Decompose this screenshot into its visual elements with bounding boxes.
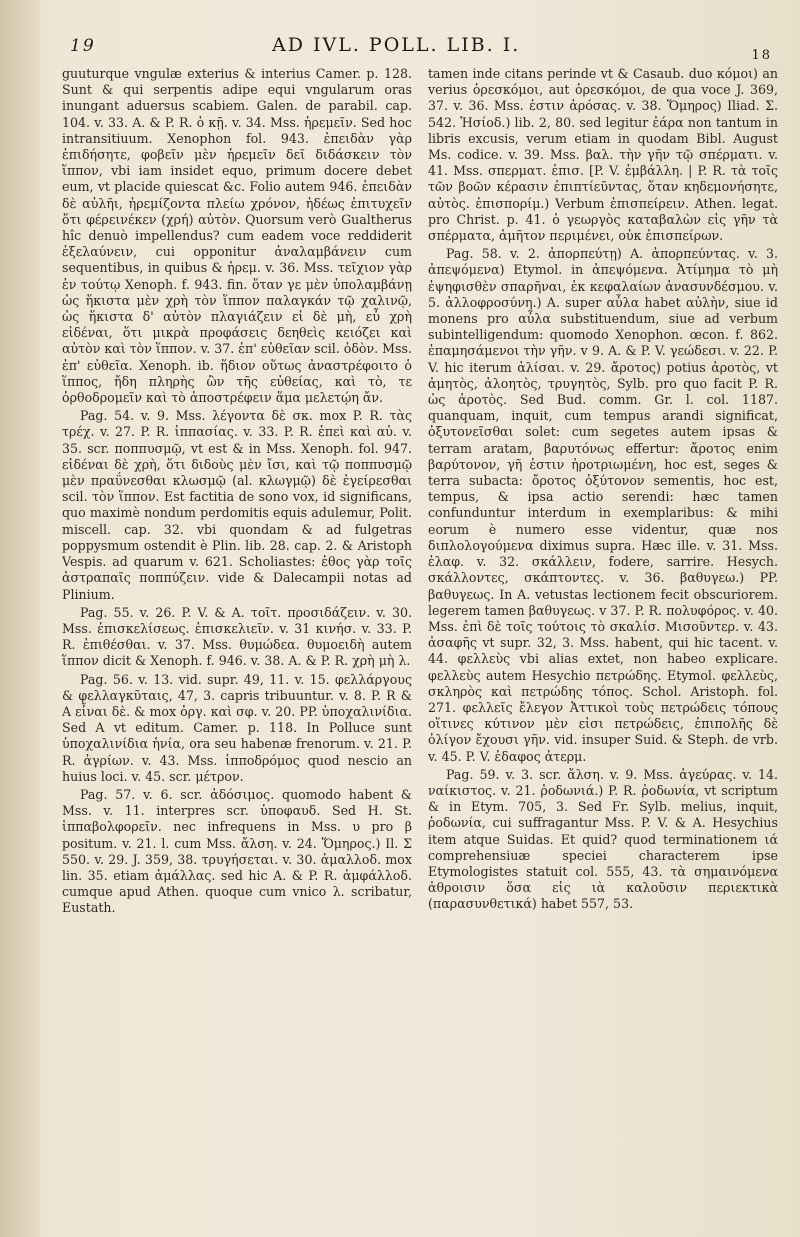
page-gutter bbox=[0, 0, 40, 1237]
paragraph: guuturque vngulæ exterius & interius Camer. p. 128. Sunt & qui serpentis adipe equi vngularum oras inungant aduersus scabiem. Galen. de parabil. cap. 104. v. 33. A. & P. R. ὁ κῇ. v. 34. Mss. ἡρεμεῖν. Sed hoc intransitiuum. Xenophon fol. 943. ἐπειδὰν γὰρ ἐπιδήσητε, φοβεῖν μὲν ἡρεμεῖν δεῖ διδάσκειν τὸν ἵππον, vbi iam insidet equo, primum docere debet eum, vt placide quiescat &c. Folio autem 946. ἐπειδὰν δὲ αὐλῆι, ἠρεμίζοντα πλείω χρόνον, ἡδέως ἐπιτυχεῖν ὅτι φέρεινέκεν (χρή) αὐτὸν. Quorsum verò Gualtherus hîc denuò impellendus? cum eadem voce reddiderit ἐξελαύνειν, cui opponitur ἀναλαμβάνειν cum sequentibus, in quibus & ἠρεμ. v. 36. Mss. τεῖχιον γὰρ ἐν τούτῳ Xenoph. f. 943. fin. ὅταν γε μὲν ὑπολαμβάνῃ ὡς ἥκιστα μὲν χρὴ τὸν ἵππον παλαγκάν τῷ χαλινῷ, ὡς ἥκιστα δ' αὐτὸν πλαγιάζειν εἰ δὲ μὴ, εὖ χρὴ εἰδέναι, ὅτι μικρὰ προφάσεις δεηθεὶς κειόζει καὶ αὐτὸν καὶ τὸν ἵππον. v. 37. ἐπ' εὐθεῖαν scil. ὁδὸν. Mss. ἐπ' εὐθεῖα. Xenoph. ib. ἥδιον οὕτως ἀναστρέφοιτο ὁ ἵππος, ἤδη πληρὴς ὢν τῆς εὐθείας, καὶ τὸ, τε ὀρθοδρομεῖν καὶ τὸ ἀποστρέφειν ἅμα μελετῴη ἄν. bbox=[62, 66, 412, 406]
running-title: AD IVL. POLL. LIB. I. bbox=[272, 34, 521, 56]
page-header bbox=[62, 34, 778, 64]
paragraph: tamen inde citans perinde vt & Casaub. duo κόμοι) an verius ὀρεσκόμοι, aut ὀρεσκόμοι, de qua voce J. 369, 37. v. 36. Mss. ἐστιν ἀρόσας. v. 38. Ὅμηρος) Iliad. Σ. 542. Ἡσίοδ.) lib. 2, 80. sed legitur ἐάρα non tantum in libris excusis, verum etiam in quodam Bibl. August Ms. codice. v. 39. Mss. βαλ. τὴν γῆν τῷ σπέρματι. v. 41. Mss. σπερματ. ἐπισ. [P. V. ἐμβάλλη. | P. R. τὰ τοῖς τῶν βοῶν κέρασιν ἐπιπτίεῦντας, ὅταν κηδεμονήσητε, αὐτὸς. ἐπισπορίμ.) Verbum ἐπισπείρειν. Athen. legat. pro Christ. p. 41. ὁ γεωργὸς καταβαλὼν εἰς γῆν τὰ σπέρματα, ἀμῆτον περιμένει, οὐκ ἐπισπείρων. bbox=[428, 66, 778, 244]
paragraph: Pag. 59. v. 3. scr. ἄλση. v. 9. Mss. ἀγεύρας. v. 14. ναίκιστος. v. 21. ῥοδωνιά.) P. R. ῥοδωνία, vt scriptum & in Etym. 705, 3. Sed Fr. Sylb. melius, inquit, ῥοδωνία, cui suffragantur Mss. P. V. & A. Hesychius item atque Suidas. Et quid? quod terminationem ιά comprehensiuæ speciei characterem ipse Etymologistes statuit col. 555, 43. τὰ σημαινόμενα ἀθροισιν ὅσα εἰς ιὰ καλοῦσιν περιεκτικὰ (παρασυνθετικά) habet 557, 53. bbox=[428, 766, 778, 912]
paragraph: Pag. 55. v. 26. P. V. & A. τοῖτ. προσιδάζειν. v. 30. Mss. ἐπισκελίσεως. ἐπισκελιεῖν. v. 31 κινήσ. v. 33. P. R. ἐπιθέσθαι. v. 37. Mss. θυμώδεα. θυμοειδὴ autem ἵππον dicit & Xenoph. f. 946. v. 38. A. & P. R. χρὴ μὴ λ. bbox=[62, 604, 412, 669]
right-column bbox=[428, 66, 778, 917]
left-column bbox=[62, 66, 412, 917]
folio-number-right: 18 bbox=[751, 48, 772, 63]
paragraph: Pag. 54. v. 9. Mss. λέγοντα δὲ σκ. mox P. R. τὰς τρέχ. v. 27. P. R. ἱππασίας. v. 33. P. R. ἐπεὶ καὶ αὐ. v. 35. scr. ποππυσμῷ, vt est & in Mss. Xenoph. fol. 947. εἰδέναι δὲ χρὴ, ὅτι διδοὺς μὲν ἴσι, καὶ τῷ ποππυσμῷ μὲν πραΰνεσθαι κλωσμῷ (al. κλωγμῷ) δὲ ἐγείρεσθαι scil. τὸν ἵππον. Est factitia de sono vox, id significans, quo maximè nondum perdomitis equis adulemur, Polit. miscell. cap. 32. vbi quondam & ad fulgetras poppysmum ostendit è Plin. lib. 28. cap. 2. & Aristoph Vespis. ad quarum v. 621. Scholiastes: ἐθος γὰρ τοῖς ἀστραπαῖς ποππύζειν. vide & Dalecampii notas ad Plinium. bbox=[62, 408, 412, 602]
text-columns bbox=[62, 66, 778, 917]
paragraph: Pag. 56. v. 13. vid. supr. 49, 11. v. 15. φελλάργους & φελλαγκῦταις, 47, 3. capris tribuuntur. v. 8. P. R & A εἶναι δὲ. & mox ὀργ. καὶ σφ. v. 20. PP. ὑποχαλινίδια. Sed A vt editum. Camer. p. 118. In Polluce sunt ὑποχαλινίδια ἡνία, ora seu habenæ frenorum. v. 21. P. R. ἀγρίων. v. 43. Mss. ἱπποδρόμος quod nescio an huius loci. v. 45. scr. μέτρον. bbox=[62, 671, 412, 784]
folio-number-left: 19 bbox=[70, 36, 96, 56]
paragraph: Pag. 57. v. 6. scr. ἀδόσιμος. quomodo habent & Mss. v. 11. interpres scr. ὑποφαυδ. Sed H. St. ἱππαβολφορεῖν. nec infrequens in Mss. υ pro β positum. v. 21. l. cum Mss. ἄλση. v. 24. Ὅμηρος.) Il. Σ 550. v. 29. J. 359, 38. τρυγήσεται. v. 30. ἀμαλλοδ. mox lin. 35. etiam ἀμάλλας. sed hic A. & P. R. ἀμφάλλοδ. cumque apud Athen. quoque cum vnico λ. scribatur, Eustath. bbox=[62, 786, 412, 916]
paragraph: Pag. 58. v. 2. ἀπορπεύτῃ) A. ἀπορπεύντας. v. 3. ἀπεψόμενα) Etymol. in ἀπεψόμενα. Ἀτίμημα τὸ μὴ ἐψηφισθὲν σπαρῆναι, ἐκ κεφαλαίων ἀνασυνδέσμου. v. 5. ἀλλοφροσύνη.) A. super αὖλα habet αὐλὴν, siue id monens pro αὖλα substituendum, siue ad verbum subintelligendum: quomodo Xenophon. œcon. f. 862. ἐπαμησάμενοι τὴν γῆν. v 9. A. & P. V. γεώδεσι. v. 22. P. V. hic iterum ἀλίσαι. v. 29. ἄροτος) potius ἀροτὸς, vt ἀμητὸς, ἀλοητὸς, τρυγητὸς, Sylb. pro quo facit P. R. ὡς ἀροτὸς. Sed Bud. comm. Gr. l. col. 1187. quanquam, inquit, cum tempus arandi significat, ὀξυτονεῖσθαι solet: cum segetes autem ipsas & terram aratam, βαρυτόνως effertur: ἄροτος enim βαρύτονον, γῆ ἐστιν ἠροτριωμένη, hoc est, seges & terra subacta: ὄροτος ὀξύτονον sementis, hoc est, tempus, & ipsa actio serendi: hæc tamen confunduntur interdum in exemplaribus: & mihi eorum è numero esse videntur, quæ nos διπλολογούμενα diximus supra. Hæc ille. v. 31. Mss. ἐλαφ. v. 32. σκάλλειν, fodere, sarrire. Hesych. σκάλλοντες, σκάπτοντες. v. 36. βαθυγεω.) PP. βαθυγεως. In A. vetustas lectionem fecit obscuriorem. legerem tamen βαθυγεως. v 37. P. R. πολυφόρος. v. 40. Mss. ἐπὶ δὲ τοῖς τούτοις τὸ σκαλίσ. Μισοῦντερ. v. 43. ἀσαφῆς vt supr. 32, 3. Mss. habent, qui hic tacent. v. 44. φελλεὺς vbi alias extet, non habeo explicare. φελλεὺς autem Hesychio πετρώδης. Etymol. φελλεὺς, σκληρὸς καὶ πετρώδης τόπος. Schol. Aristoph. fol. 271. φελλεῖς ἔλεγον Ἀττικοὶ τοὺς πετρώδεις τόπους οἵτινες κύτινον μὲν εἰσι πετρώδεις, ἐπιπολῆς δὲ ὀλίγον ἔχουσι γῆν. vid. insuper Suid. & Steph. de vrb. v. 45. P. V. ἐδαφος ἀτερμ. bbox=[428, 246, 778, 764]
